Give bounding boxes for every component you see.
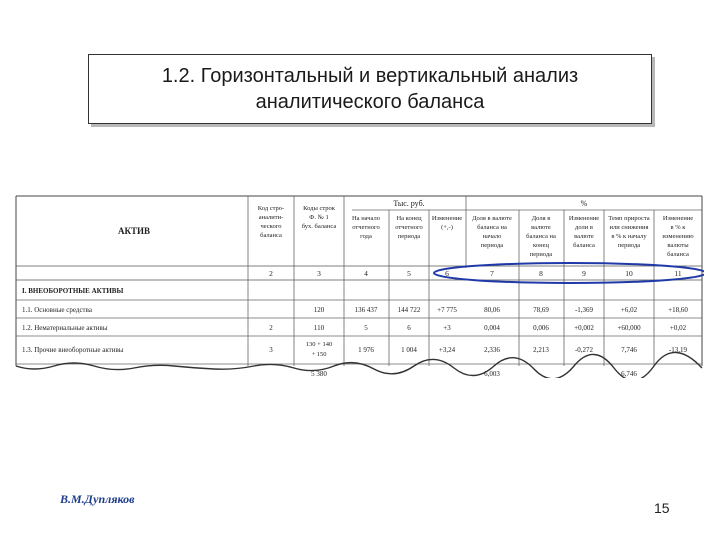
row-cell: 0,004 [484,324,500,332]
section-title: I. ВНЕОБОРОТНЫЕ АКТИВЫ [22,287,124,295]
slide-title-line-2: аналитического баланса [255,91,485,113]
row-cell: -13,19 [668,346,688,354]
row-cell: 110 [313,324,325,332]
column-header-text: баланса [260,232,282,239]
row-label: 1.1. Основные средства [22,306,92,314]
column-header-text: ческого [260,223,282,230]
header-thousand-rub: Тыс. руб. [393,199,425,208]
column-number: 5 [407,269,411,278]
row-cell: 7,746 [621,346,637,354]
row-cell: 3 [269,346,273,354]
row-cell: 2,213 [533,346,549,354]
column-number: 6 [445,269,449,278]
column-number: 7 [490,269,494,278]
column-header-text: баланса на [526,233,556,240]
column-header-text: На начало [351,215,381,222]
column-header-text: периода [617,242,641,249]
author-signature: В.М.Дупляков [60,492,135,506]
column-header-text: в % к [670,224,686,231]
row-label: 1.3. Прочие внеоборотные активы [22,346,124,354]
column-header-text: доли в [575,224,593,231]
row-cell: 144 722 [397,306,421,314]
row-cell: +0,002 [574,324,594,332]
column-header-text: (+,-) [441,224,453,231]
column-header-text: Доля в валюте [472,215,512,222]
column-header-text: баланса [667,251,689,258]
column-numbers [269,269,682,278]
row-cell: 78,69 [533,306,549,314]
column-header-text: начало [482,233,502,240]
row-cell: + 150 [311,351,327,358]
aktiv-label: АКТИВ [117,226,151,236]
page-number: 15 [654,500,670,516]
column-header-text: бух. баланса [301,223,337,230]
row-cell: 6 [407,324,411,332]
row-cell: +3 [443,324,451,332]
column-header-text: отчетного [395,224,423,231]
torn-edge [16,352,702,378]
column-header-text: валюте [531,224,551,231]
row-cell: 136 437 [354,306,378,314]
column-number: 10 [625,269,633,278]
column-header-text: Темп прироста [608,215,650,222]
row-cell: +60,000 [617,324,641,332]
row-cell: 5 [364,324,368,332]
total-cell: 6,003 [484,370,500,378]
slide-title-line-1: 1.2. Горизонтальный и вертикальный анализ [161,65,579,87]
column-header-text: валюте [574,233,594,240]
column-header-text: периода [529,251,553,258]
row-cell: 120 [313,306,325,314]
column-header-text: баланса [573,242,595,249]
title-box [88,54,652,124]
column-header-text: баланса на [477,224,507,231]
row-label: 1.2. Нематериальные активы [22,324,108,332]
row-cell: +6,02 [620,306,638,314]
column-header-text: конец [533,242,549,249]
column-header-text: года [360,233,372,240]
row-cell: +3,24 [438,346,456,354]
row-cell: 0,006 [533,324,549,332]
column-header-text: Изменение [662,215,694,222]
column-headers [258,205,694,258]
column-header-text: или снижения [609,224,649,231]
total-cell: 5 380 [311,370,327,378]
column-header-text: периода [480,242,504,249]
row-cell: 130 + 140 [305,341,333,348]
balance-table-svg [14,188,704,378]
row-cell: 2,336 [484,346,500,354]
column-header-text: Изменение [568,215,600,222]
column-header-text: Изменение [431,215,463,222]
column-header-text: На конец [396,215,422,222]
total-cell: 6,746 [621,370,637,378]
column-number: 11 [674,269,682,278]
column-header-text: Доля в [531,215,551,222]
header-percent: % [580,199,588,208]
column-header-text: Коды строк [303,205,335,212]
row-cell: -1,369 [574,306,594,314]
column-header-text: Ф. № 1 [309,214,329,221]
column-header-text: валюты [667,242,689,249]
column-number: 4 [364,269,368,278]
column-header-text: Код стро- [257,205,285,212]
column-number: 3 [317,269,321,278]
column-header-text: в % к началу [611,233,647,240]
row-cell: 1 004 [401,346,417,354]
row-cell: +18,60 [668,306,688,314]
row-cell: 1 976 [358,346,374,354]
balance-table [14,188,704,378]
row-cell: +0,02 [669,324,687,332]
column-number: 8 [539,269,543,278]
column-header-text: изменению [662,233,694,240]
data-rows [22,306,688,358]
column-number: 2 [269,269,273,278]
total-row [311,370,637,378]
row-cell: +7 775 [437,306,457,314]
column-header-text: аналити- [258,214,284,221]
row-cell: 2 [269,324,273,332]
row-cell: 80,06 [484,306,500,314]
column-header-text: отчетного [352,224,380,231]
column-header-text: периода [397,233,421,240]
row-cell: -0,272 [574,346,594,354]
column-number: 9 [582,269,586,278]
